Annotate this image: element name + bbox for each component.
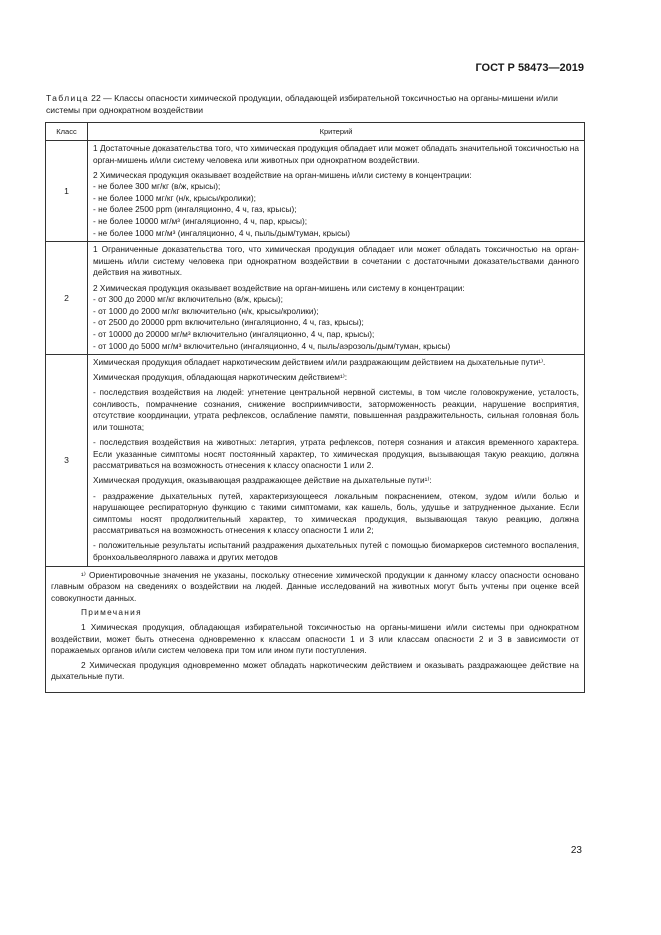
class-cell: 1: [46, 141, 88, 241]
header-class: Класс: [46, 123, 88, 140]
criterion-list-item: - не более 300 мг/кг (в/ж, крысы);: [93, 181, 221, 192]
criterion-text: 1 Ограниченные доказательства того, что химическая продукция обладает или может обладать токсичностью на орган-мишень и/или систему человека при однократном воздействии в сочетании с достаточными доказательствами данного действия на животных.: [93, 244, 579, 278]
criterion-text: 2 Химическая продукция оказывает воздействие на орган-мишень и/или систему в концентрации:: [93, 169, 472, 180]
criterion-list-item: - от 1000 до 2000 мг/кг включительно (н/к, крысы/кролики);: [93, 305, 319, 316]
class-cell: 3: [46, 355, 88, 566]
criterion-list-item: - не более 1000 мг/м³ (ингаляционно, 4 ч, пыль/дым/туман, крысы): [93, 227, 350, 238]
criterion-list-item: - положительные результаты испытаний раздражения дыхательных путей с помощью биомаркеров системного воспаления, бронхоальвеолярного лаважа и других методов: [93, 540, 579, 562]
criterion-list-item: - не более 10000 мг/м³ (ингаляционно, 4 ч, пар, крысы);: [93, 216, 308, 227]
table-notes: [46, 567, 584, 692]
criterion-text: Химическая продукция, оказывающая раздражающее действие на дыхательные пути¹⁾:: [93, 475, 432, 486]
criterion-cell: [88, 355, 584, 566]
criterion-list-item: - от 10000 до 20000 мг/м³ включительно (ингаляционно, 4 ч, пар, крысы);: [93, 328, 375, 339]
notes-title: Примечания: [81, 607, 142, 618]
criterion-list-item: - не более 2500 ppm (ингаляционно, 4 ч, газ, крысы);: [93, 204, 297, 215]
header-criterion: Критерий: [319, 127, 353, 136]
criterion-cell: [88, 242, 584, 354]
standard-designation: ГОСТ Р 58473—2019: [475, 62, 584, 74]
criterion-text: Химическая продукция обладает наркотическим действием и/или раздражающим действием на дыхательные пути¹⁾.: [93, 357, 546, 368]
criterion-text: Химическая продукция, обладающая наркотическим действием¹⁾:: [93, 372, 348, 383]
criterion-list-item: - последствия воздействия на животных: летаргия, утрата рефлексов, потеря сознания и атаксия временного характера. Если указанные симптомы носят постоянный характер, то химическая продукция, вызывающая такую реакцию, должна рассматриваться на возможность отнесения к классу опасности 1 или 2.: [93, 437, 579, 471]
table-caption-text: 22 — Классы опасности химической продукции, обладающей избирательной токсичностью на органы-мишени и/или системы при однократном воздействии: [46, 93, 558, 115]
criterion-list-item: - не более 1000 мг/кг (н/к, крысы/кролики);: [93, 192, 256, 203]
table-row-class-2: [46, 242, 584, 355]
criterion-list-item: - от 300 до 2000 мг/кг включительно (в/ж, крысы);: [93, 294, 283, 305]
hazard-class-table: [45, 122, 585, 693]
table-row-class-3: [46, 355, 584, 567]
criterion-text: 1 Достаточные доказательства того, что химическая продукция обладает или может обладать значительной токсичностью на орган-мишень и/или систему человека или животных при однократном воздействии.: [93, 143, 579, 165]
criterion-cell: [88, 141, 584, 241]
table-label: Таблица: [46, 93, 89, 103]
note-item: 1 Химическая продукция, обладающая избирательной токсичностью на органы-мишени и/или системы при однократном воздействии, может быть отнесена одновременно к классам опасности 1 и 3 или классам опасности 2 и 3 в зависимости от поражаемых органов и/или систем человека при том или ином пути поступления.: [51, 621, 579, 656]
criterion-list-item: - от 2500 до 20000 ppm включительно (ингаляционно, 4 ч, газ, крысы);: [93, 317, 364, 328]
criterion-text: 2 Химическая продукция оказывает воздействие на орган-мишень или систему в концентрации:: [93, 282, 465, 293]
table-caption: [46, 93, 586, 116]
criterion-list-item: - последствия воздействия на людей: угнетение центральной нервной системы, в том числе головокружение, усталость, сонливость, помрачнение сознания, снижение восприимчивости, заторможенность реакции, нарушение восприятия, отсутствие координации, утрата рефлексов, ослабление памяти, повышенная раздражительность, сильная головная боль или тошнота;: [93, 387, 579, 433]
class-cell: 2: [46, 242, 88, 354]
table-header: [46, 123, 584, 141]
page-number: 23: [570, 845, 582, 856]
note-item: 2 Химическая продукция одновременно может обладать наркотическим действием и оказывать раздражающее действие на дыхательные пути.: [51, 659, 579, 682]
criterion-list-item: - от 1000 до 5000 мг/м³ включительно (ингаляционно, 4 ч, пыль/аэрозоль/дым/туман, крысы): [93, 340, 451, 351]
criterion-list-item: - раздражение дыхательных путей, характеризующееся локальным покраснением, отеком, зудом и/или болью и нарушающее респираторную функцию с такими симптомами, как кашель, боль, удушье и затрудненное дыхание. Если симптомы носят продолжительный характер, то химическая продукция, вызывающая такую реакцию, должна рассматриваться на возможность отнесения к классу опасности 1 или 2;: [93, 490, 579, 536]
footnote: ¹⁾ Ориентировочные значения не указаны, поскольку отнесение химической продукции к данному классу опасности основано главным образом на сведениях о воздействии на людей. Данные исследований на животных могут быть учтены при оценке всей совокупности данных.: [51, 569, 579, 603]
table-row-class-1: [46, 141, 584, 242]
